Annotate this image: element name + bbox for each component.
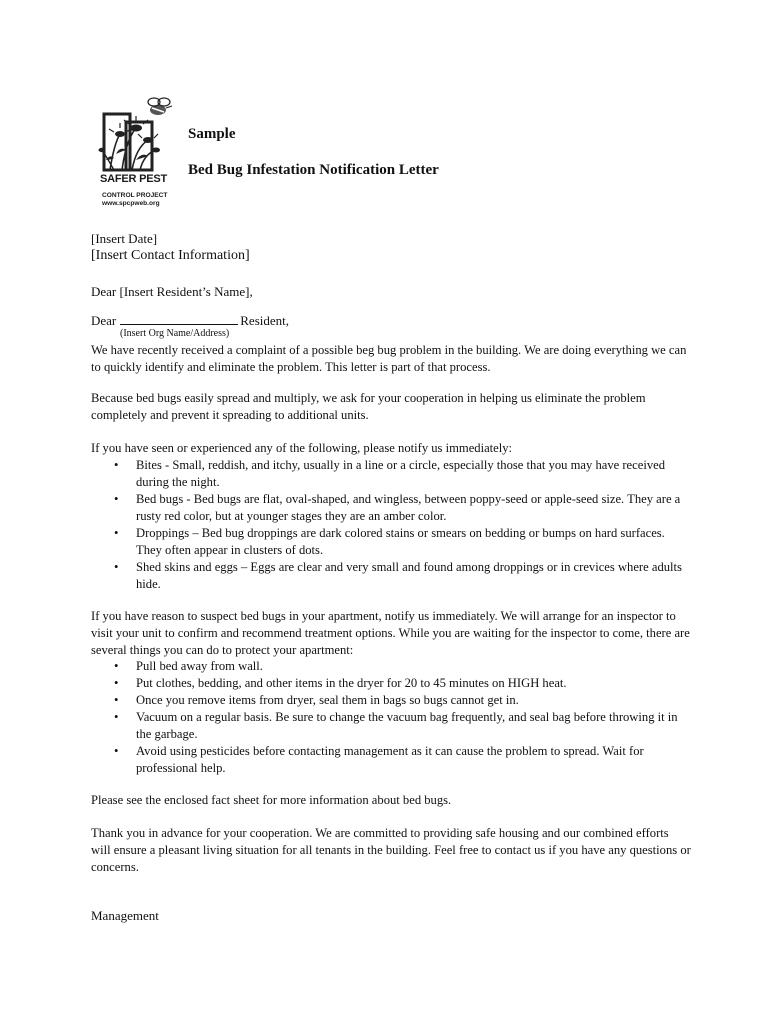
- bullet-icon: •: [114, 560, 119, 574]
- heading-sample: Sample: [188, 126, 236, 142]
- signs-list: [91, 457, 691, 593]
- paragraph-complaint: We have recently received a complaint of a possible beg bug problem in the building. We are doing everything we can to quickly identify and eliminate the problem. This letter is part of that process.: [91, 343, 687, 374]
- list-item: [91, 709, 691, 743]
- logo-title: SAFER PEST: [100, 173, 168, 185]
- bullet-icon: •: [114, 676, 119, 690]
- list-item-text: Bites - Small, reddish, and itchy, usually in a line or a circle, especially those that you may have received during the night.: [136, 458, 666, 489]
- bullet-icon: •: [114, 526, 119, 540]
- greeting-resident: Dear [Insert Resident’s Name],: [91, 284, 253, 299]
- paragraph-thank-you: Thank you in advance for your cooperation. We are committed to providing safe housing and our combined efforts will ensure a pleasant living situation for all tenants in the building. Feel free to contact us if you have any questions or concerns.: [91, 826, 691, 874]
- list-item: [91, 457, 691, 491]
- document-title: Bed Bug Infestation Notification Letter: [188, 162, 439, 178]
- list-item-text: Avoid using pesticides before contacting management as it can cause the problem to spread. Wait for professional help.: [136, 744, 644, 775]
- list-item-text: Vacuum on a regular basis. Be sure to change the vacuum bag frequently, and seal bag before throwing it in the garbage.: [136, 710, 678, 741]
- flowers-and-bee-icon: [96, 94, 178, 174]
- list-item-text: Droppings – Bed bug droppings are dark colored stains or smears on bedding or bumps on hard surfaces. They often appear in clusters of dots.: [136, 526, 665, 557]
- list-item: [91, 658, 691, 675]
- logo-url: www.spcpweb.org: [102, 200, 160, 207]
- protection-steps-list: [91, 658, 691, 777]
- paragraph-fact-sheet: Please see the enclosed fact sheet for more information about bed bugs.: [91, 793, 452, 807]
- greeting-org-suffix: Resident,: [240, 313, 290, 328]
- bullet-icon: •: [114, 744, 119, 758]
- safer-pest-logo: [96, 94, 178, 212]
- insert-contact: [Insert Contact Information]: [91, 248, 250, 263]
- bullet-icon: •: [114, 659, 119, 673]
- list-item-text: Put clothes, bedding, and other items in the dryer for 20 to 45 minutes on HIGH heat.: [136, 676, 567, 690]
- paragraph-cooperation: Because bed bugs easily spread and multiply, we ask for your cooperation in helping us eliminate the problem completely and prevent it spreading to additional units.: [91, 391, 646, 422]
- paragraph-suspect: If you have reason to suspect bed bugs in your apartment, notify us immediately. We will arrange for an inspector to visit your unit to confirm and recommend treatment options. While you are waiting for the inspector to come, there are several things you can do to protect your apartment:: [91, 609, 690, 657]
- greeting-org: [91, 312, 691, 329]
- list-item: [91, 675, 691, 692]
- org-name-hint: (Insert Org Name/Address): [120, 328, 230, 339]
- logo-subtitle: CONTROL PROJECT: [102, 192, 168, 199]
- list-item-text: Bed bugs - Bed bugs are flat, oval-shaped, and wingless, between poppy-seed or apple-seed size. They are a rusty red color, but at younger stages they are an amber color.: [136, 492, 681, 523]
- list-item: [91, 491, 691, 525]
- list-item: [91, 743, 691, 777]
- list-item: [91, 692, 691, 709]
- list-item-text: Pull bed away from wall.: [136, 659, 263, 673]
- org-name-blank: [120, 314, 238, 325]
- bullet-icon: •: [114, 492, 119, 506]
- bullet-icon: •: [114, 710, 119, 724]
- bullet-icon: •: [114, 458, 119, 472]
- list-item-text: Shed skins and eggs – Eggs are clear and very small and found among droppings or in crevices where adults hide.: [136, 560, 682, 591]
- greeting-org-prefix: Dear: [91, 313, 117, 328]
- bullet-icon: •: [114, 693, 119, 707]
- list-item: [91, 559, 691, 593]
- signature: Management: [91, 908, 159, 923]
- list-item: [91, 525, 691, 559]
- paragraph-signs-intro: If you have seen or experienced any of the following, please notify us immediately:: [91, 441, 513, 455]
- list-item-text: Once you remove items from dryer, seal them in bags so bugs cannot get in.: [136, 693, 519, 707]
- insert-date: [Insert Date]: [91, 231, 158, 246]
